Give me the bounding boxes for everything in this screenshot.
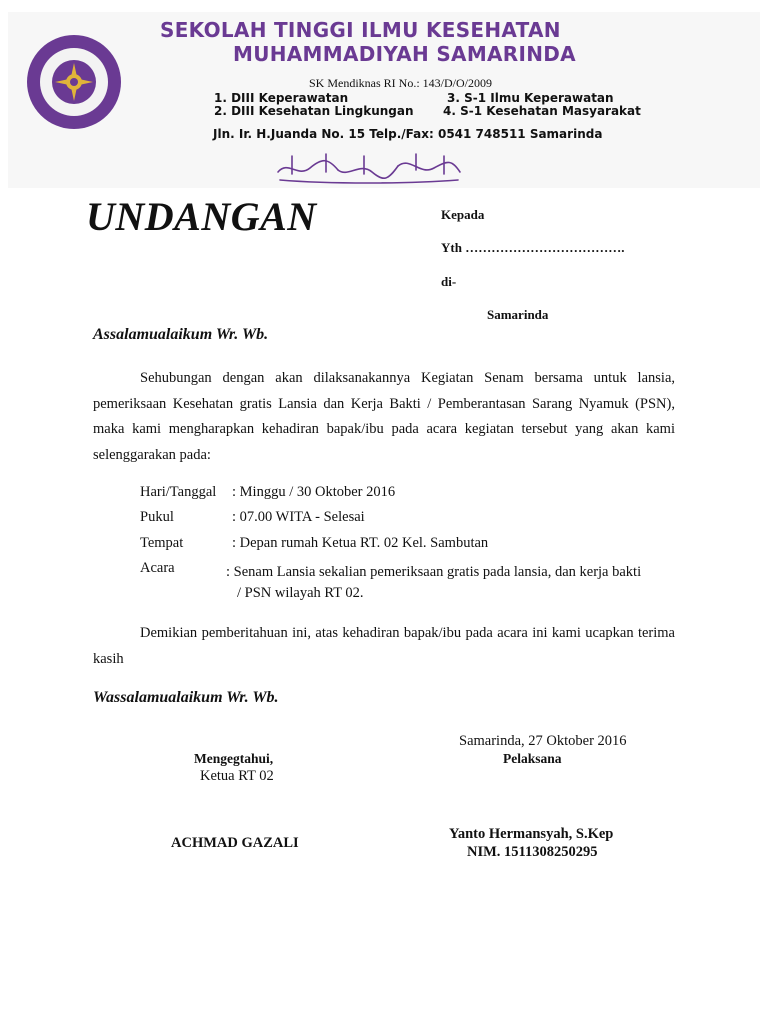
program-3: 3. S-1 Ilmu Keperawatan: [447, 91, 614, 105]
signatory-left-name: ACHMAD GAZALI: [171, 835, 299, 851]
program-1: 1. DIII Keperawatan: [214, 91, 349, 105]
letter-date: Samarinda, 27 Oktober 2016: [459, 733, 627, 749]
program-2: 2. DIII Kesehatan Lingkungan: [214, 104, 414, 118]
ketua-rt-label: Ketua RT 02: [200, 768, 274, 784]
pukul-label: Pukul: [140, 509, 174, 525]
acara-value: : Senam Lansia sekalian pemeriksaan gratis pada lansia, dan kerja bakti: [226, 564, 642, 580]
acara-label: Acara: [140, 560, 175, 576]
closing-salutation: Wassalamualaikum Wr. Wb.: [93, 689, 279, 706]
acara-value-continued: / PSN wilayah RT 02.: [237, 585, 364, 601]
detail-pukul: [140, 509, 365, 526]
greeting: Assalamualaikum Wr. Wb.: [93, 326, 269, 343]
hari-label: Hari/Tanggal: [140, 484, 217, 500]
program-4: 4. S-1 Kesehatan Masyarakat: [443, 104, 641, 118]
tempat-value: : Depan rumah Ketua RT. 02 Kel. Sambutan: [232, 535, 489, 551]
detail-tempat: [140, 535, 488, 552]
institution-name-line2: MUHAMMADIYAH SAMARINDA: [233, 42, 576, 66]
emblem-logo: [10, 33, 138, 131]
tempat-label: Tempat: [140, 535, 184, 551]
arabic-calligraphy-icon: [268, 150, 468, 186]
recipient-city: Samarinda: [487, 307, 549, 322]
recipient-di: di-: [441, 274, 457, 289]
sk-number: SK Mendiknas RI No.: 143/D/O/2009: [309, 76, 492, 90]
detail-acara: [140, 560, 232, 577]
body-paragraph-2: [93, 621, 675, 672]
body-paragraph-1: [93, 366, 675, 468]
signatory-right-nim: NIM. 1511308250295: [467, 844, 598, 860]
recipient-yth: Yth ……………………………….: [441, 240, 625, 255]
detail-hari: [140, 484, 395, 501]
paragraph-1-text: Sehubungan dengan akan dilaksanakannya Kegiatan Senam bersama untuk lansia, pemeriksaan Kesehatan gratis Lansia dan Kerja Bakti / Pemberantasan Sarang Nyamuk (PSN), maka kami mengharapkan kehadiran bapak/ibu pada acara kegiatan tersebut yang akan kami selenggarakan pada:: [93, 370, 675, 463]
pukul-value: : 07.00 WITA - Selesai: [232, 509, 365, 525]
institution-name-line1: SEKOLAH TINGGI ILMU KESEHATAN: [160, 18, 561, 42]
recipient-kepada: Kepada: [441, 207, 485, 222]
hari-value: : Minggu / 30 Oktober 2016: [232, 484, 396, 500]
address-line: Jln. Ir. H.Juanda No. 15 Telp./Fax: 0541 748511 Samarinda: [213, 127, 603, 141]
pelaksana-label: Pelaksana: [503, 751, 562, 766]
signatory-right-name: Yanto Hermansyah, S.Kep: [449, 826, 614, 842]
document-title: UNDANGAN: [86, 194, 317, 239]
paragraph-2-text: Demikian pemberitahuan ini, atas kehadiran bapak/ibu pada acara ini kami ucapkan terima kasih: [93, 625, 675, 667]
mengetahui-label: Mengegtahui,: [194, 751, 274, 766]
